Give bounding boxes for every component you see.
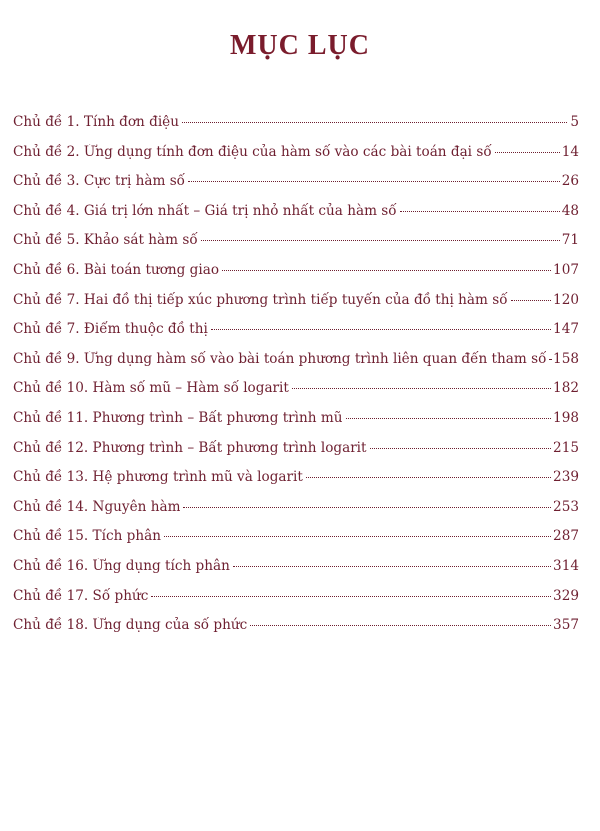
toc-entry[interactable] xyxy=(13,173,579,203)
toc-entry[interactable] xyxy=(13,469,579,499)
toc-entry-page-number: 120 xyxy=(553,291,579,308)
toc-entry-page-number: 182 xyxy=(553,380,579,397)
toc-entry-page-number: 48 xyxy=(561,202,579,219)
toc-entry-page-number: 239 xyxy=(553,469,579,486)
dot-leader xyxy=(211,329,551,330)
toc-entry[interactable] xyxy=(13,380,579,410)
toc-entry-page-number: 26 xyxy=(561,173,579,190)
page-title: MỤC LỤC xyxy=(230,30,370,61)
toc-entry-title: Chủ đề 16. Ứng dụng tích phân xyxy=(13,557,230,574)
dot-leader xyxy=(250,625,551,626)
dot-leader xyxy=(549,359,551,360)
dot-leader xyxy=(164,536,551,537)
toc-entry[interactable] xyxy=(13,232,579,262)
toc-entry-page-number: 71 xyxy=(561,232,579,249)
dot-leader xyxy=(346,418,552,419)
toc-entry[interactable] xyxy=(13,528,579,558)
dot-leader xyxy=(400,211,560,212)
toc-entry[interactable] xyxy=(13,499,579,529)
dot-leader xyxy=(201,240,560,241)
toc-entry[interactable] xyxy=(13,440,579,470)
toc-entry[interactable] xyxy=(13,262,579,292)
toc-entry-page-number: 5 xyxy=(570,114,579,130)
toc-entry-page-number: 357 xyxy=(553,617,579,634)
toc-entry[interactable] xyxy=(13,292,579,322)
dot-leader xyxy=(233,566,551,567)
toc-entry-title: Chủ đề 13. Hệ phương trình mũ và logarit xyxy=(13,469,303,486)
toc-entry-page-number: 158 xyxy=(553,350,579,367)
toc-entry-title: Chủ đề 1. Tính đơn điệu xyxy=(13,114,179,130)
toc-entry-title: Chủ đề 9. Ứng dụng hàm số vào bài toán phương trình liên quan đến tham số xyxy=(13,350,547,367)
toc-entry-title: Chủ đề 6. Bài toán tương giao xyxy=(13,261,220,278)
toc-entry-page-number: 107 xyxy=(553,261,579,278)
toc-entry[interactable] xyxy=(13,321,579,351)
toc-entry[interactable] xyxy=(13,203,579,233)
toc-entry-title: Chủ đề 2. Ứng dụng tính đơn điệu của hàm số vào các bài toán đại số xyxy=(13,143,492,160)
toc-entry-title: Chủ đề 5. Khảo sát hàm số xyxy=(13,232,198,249)
dot-leader xyxy=(292,388,551,389)
toc-entry-page-number: 14 xyxy=(561,143,579,160)
toc-entry-title: Chủ đề 4. Giá trị lớn nhất – Giá trị nhỏ nhất của hàm số xyxy=(13,202,397,219)
table-of-contents xyxy=(13,114,579,647)
toc-entry-page-number: 253 xyxy=(553,498,579,515)
dot-leader xyxy=(370,448,552,449)
toc-entry-title: Chủ đề 18. Ứng dụng của số phức xyxy=(13,617,248,634)
dot-leader xyxy=(151,596,551,597)
dot-leader xyxy=(182,122,567,123)
toc-entry[interactable] xyxy=(13,144,579,174)
dot-leader xyxy=(188,181,560,182)
toc-entry[interactable] xyxy=(13,410,579,440)
toc-entry-page-number: 147 xyxy=(553,321,579,338)
toc-entry[interactable] xyxy=(13,114,579,144)
toc-entry-title: Chủ đề 7. Điểm thuộc đồ thị xyxy=(13,321,208,338)
toc-entry[interactable] xyxy=(13,558,579,588)
toc-entry[interactable] xyxy=(13,351,579,381)
toc-entry-title: Chủ đề 7. Hai đồ thị tiếp xúc phương trình tiếp tuyến của đồ thị hàm số xyxy=(13,291,508,308)
toc-entry[interactable] xyxy=(13,617,579,647)
dot-leader xyxy=(511,300,552,301)
toc-entry-title: Chủ đề 3. Cực trị hàm số xyxy=(13,173,185,190)
toc-entry-title: Chủ đề 14. Nguyên hàm xyxy=(13,498,181,515)
toc-entry-title: Chủ đề 12. Phương trình – Bất phương trình logarit xyxy=(13,439,367,456)
dot-leader xyxy=(495,152,560,153)
toc-entry-page-number: 215 xyxy=(553,439,579,456)
toc-entry-page-number: 329 xyxy=(553,587,579,604)
toc-entry-page-number: 287 xyxy=(553,528,579,545)
toc-entry-title: Chủ đề 10. Hàm số mũ – Hàm số logarit xyxy=(13,380,289,397)
toc-entry-title: Chủ đề 15. Tích phân xyxy=(13,528,161,545)
dot-leader xyxy=(183,507,551,508)
toc-entry-page-number: 314 xyxy=(553,557,579,574)
toc-entry-title: Chủ đề 17. Số phức xyxy=(13,587,149,604)
dot-leader xyxy=(222,270,551,271)
toc-entry-title: Chủ đề 11. Phương trình – Bất phương trình mũ xyxy=(13,409,343,426)
toc-entry-page-number: 198 xyxy=(553,409,579,426)
toc-entry[interactable] xyxy=(13,588,579,618)
dot-leader xyxy=(306,477,551,478)
